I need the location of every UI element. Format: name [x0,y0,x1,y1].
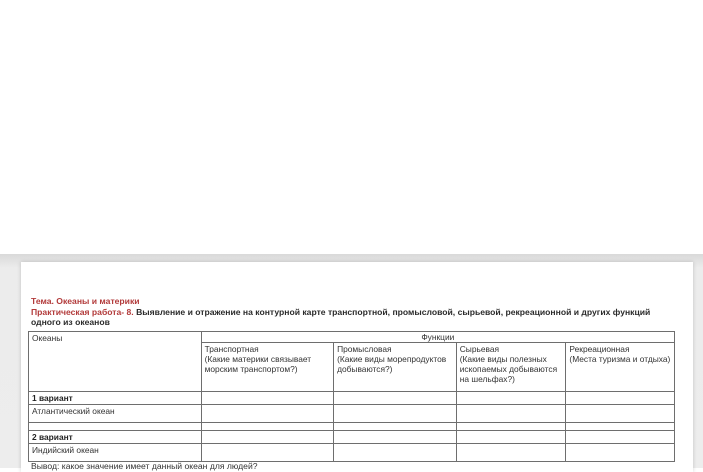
table-row [29,405,675,423]
oceans-functions-table [28,331,675,462]
table-cell [201,405,333,423]
document-sheet [21,262,693,472]
function-description: (Места туризма и отдыха) [569,354,671,364]
function-title: Транспортная [204,344,259,354]
table-cell [456,392,566,405]
table-header-row [29,332,675,343]
table-row [29,392,675,405]
oceans-header [29,332,202,392]
table-cell [334,392,457,405]
table-cell [201,444,333,462]
table-cell [566,405,675,423]
table-row [29,423,675,431]
function-description: (Какие виды полезных ископаемых добываются на шельфах?) [459,354,558,384]
practical-work-description: Выявление и отражение на контурной карте транспортной, промысловой, сырьевой, рекреационной и других функций одного из океанов [31,306,651,327]
variant-label: 1 вариант [29,392,202,405]
table-row [29,444,675,462]
table-cell [456,423,566,431]
table-cell [566,431,675,444]
ocean-name: Индийский океан [29,444,202,462]
function-title: Сырьевая [459,344,500,354]
table-cell [456,405,566,423]
table-cell [201,423,333,431]
function-title: Рекреационная [569,344,630,354]
function-description: (Какие виды морепродуктов добываются?) [337,354,447,374]
table-cell [29,423,202,431]
function-transport [201,343,333,392]
variant-label: 2 вариант [29,431,202,444]
oceans-header-label: Океаны [32,333,63,343]
table-row [29,431,675,444]
practical-work-title [31,307,681,328]
table-cell [334,423,457,431]
table-cell [566,392,675,405]
practical-work-label: Практическая работа- 8. [31,306,134,317]
ocean-name: Атлантический океан [29,405,202,423]
functions-header-label: Функции [421,332,455,342]
functions-header [201,332,674,343]
table-cell [334,431,457,444]
function-title: Промысловая [337,344,392,354]
table-cell [456,444,566,462]
conclusion-question: Вывод: какое значение имеет данный океан для людей? [31,461,258,471]
topic-title: Тема. Океаны и материки [31,296,140,306]
table-cell [334,405,457,423]
table-cell [456,431,566,444]
function-raw-materials [456,343,566,392]
table-cell [201,392,333,405]
function-description: (Какие материки связывает морским транспортом?) [204,354,312,374]
function-fishing [334,343,457,392]
table-cell [566,423,675,431]
table-cell [334,444,457,462]
document-heading [31,296,681,328]
table-cell [201,431,333,444]
table-cell [566,444,675,462]
function-recreation [566,343,675,392]
